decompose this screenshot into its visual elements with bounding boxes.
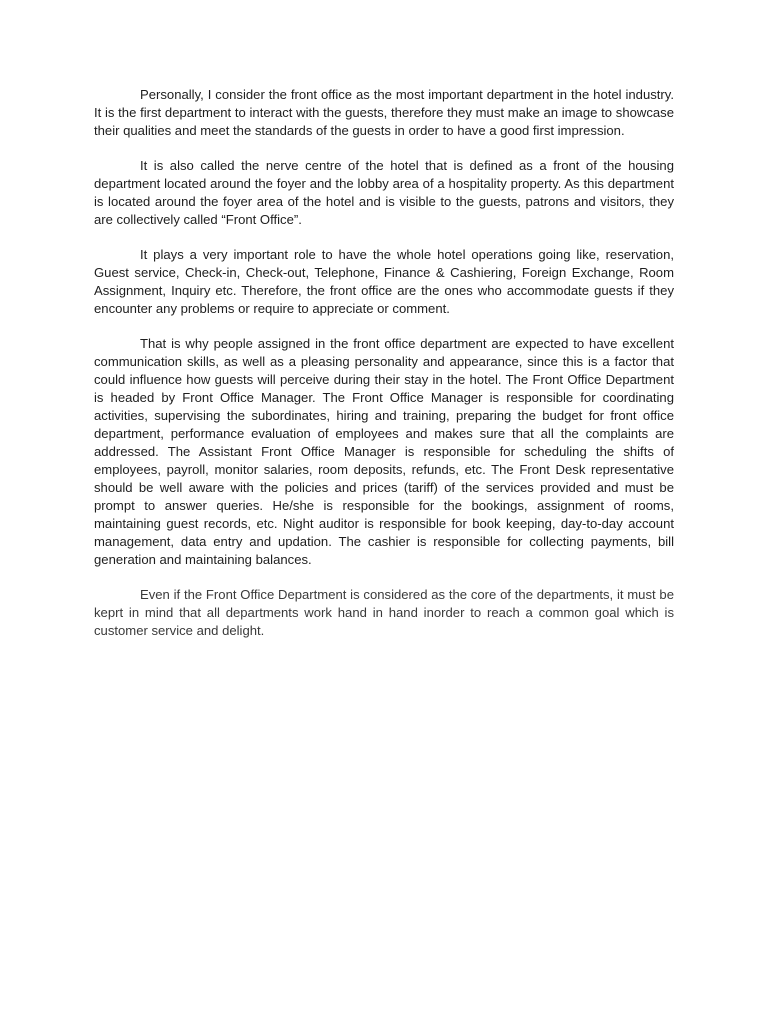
document-page [94,86,674,657]
paragraph-1: Personally, I consider the front office as the most important department in the hotel industry. It is the first department to interact with the guests, therefore they must make an image to showcase their qualities and meet the standards of the guests in order to have a good first impression. [94,87,674,138]
paragraph-3: It plays a very important role to have the whole hotel operations going like, reservation, Guest service, Check-in, Check-out, Telephone, Finance & Cashiering, Foreign Exchange, Room Assignment, Inquiry etc. Therefore, the front office are the ones who accommodate guests if they encounter any problems or require to appreciate or comment. [94,247,674,316]
paragraph-2: It is also called the nerve centre of the hotel that is defined as a front of the housing department located around the foyer and the lobby area of a hospitality property. As this department is located around the foyer area of the hotel and is visible to the guests, patrons and visitors, they are collectively called “Front Office”. [94,158,674,227]
paragraph-5: Even if the Front Office Department is considered as the core of the departments, it must be keprt in mind that all departments work hand in hand inorder to reach a common goal which is customer service and delight. [94,587,674,638]
paragraph-4: That is why people assigned in the front office department are expected to have excellent communication skills, as well as a pleasing personality and appearance, since this is a factor that could influence how guests will perceive during their stay in the hotel. The Front Office Department is headed by Front Office Manager. The Front Office Manager is responsible for coordinating activities, supervising the subordinates, hiring and training, preparing the budget for front office department, performance evaluation of employees and makes sure that all the complaints are addressed. The Assistant Front Office Manager is responsible for scheduling the shifts of employees, payroll, monitor salaries, room deposits, refunds, etc. The Front Desk representative should be well aware with the policies and prices (tariff) of the services provided and must be prompt to answer queries. He/she is responsible for the bookings, assignment of rooms, maintaining guest records, etc. Night auditor is responsible for book keeping, day-to-day account management, data entry and updation. The cashier is responsible for collecting payments, bill generation and maintaining balances. [94,336,674,567]
